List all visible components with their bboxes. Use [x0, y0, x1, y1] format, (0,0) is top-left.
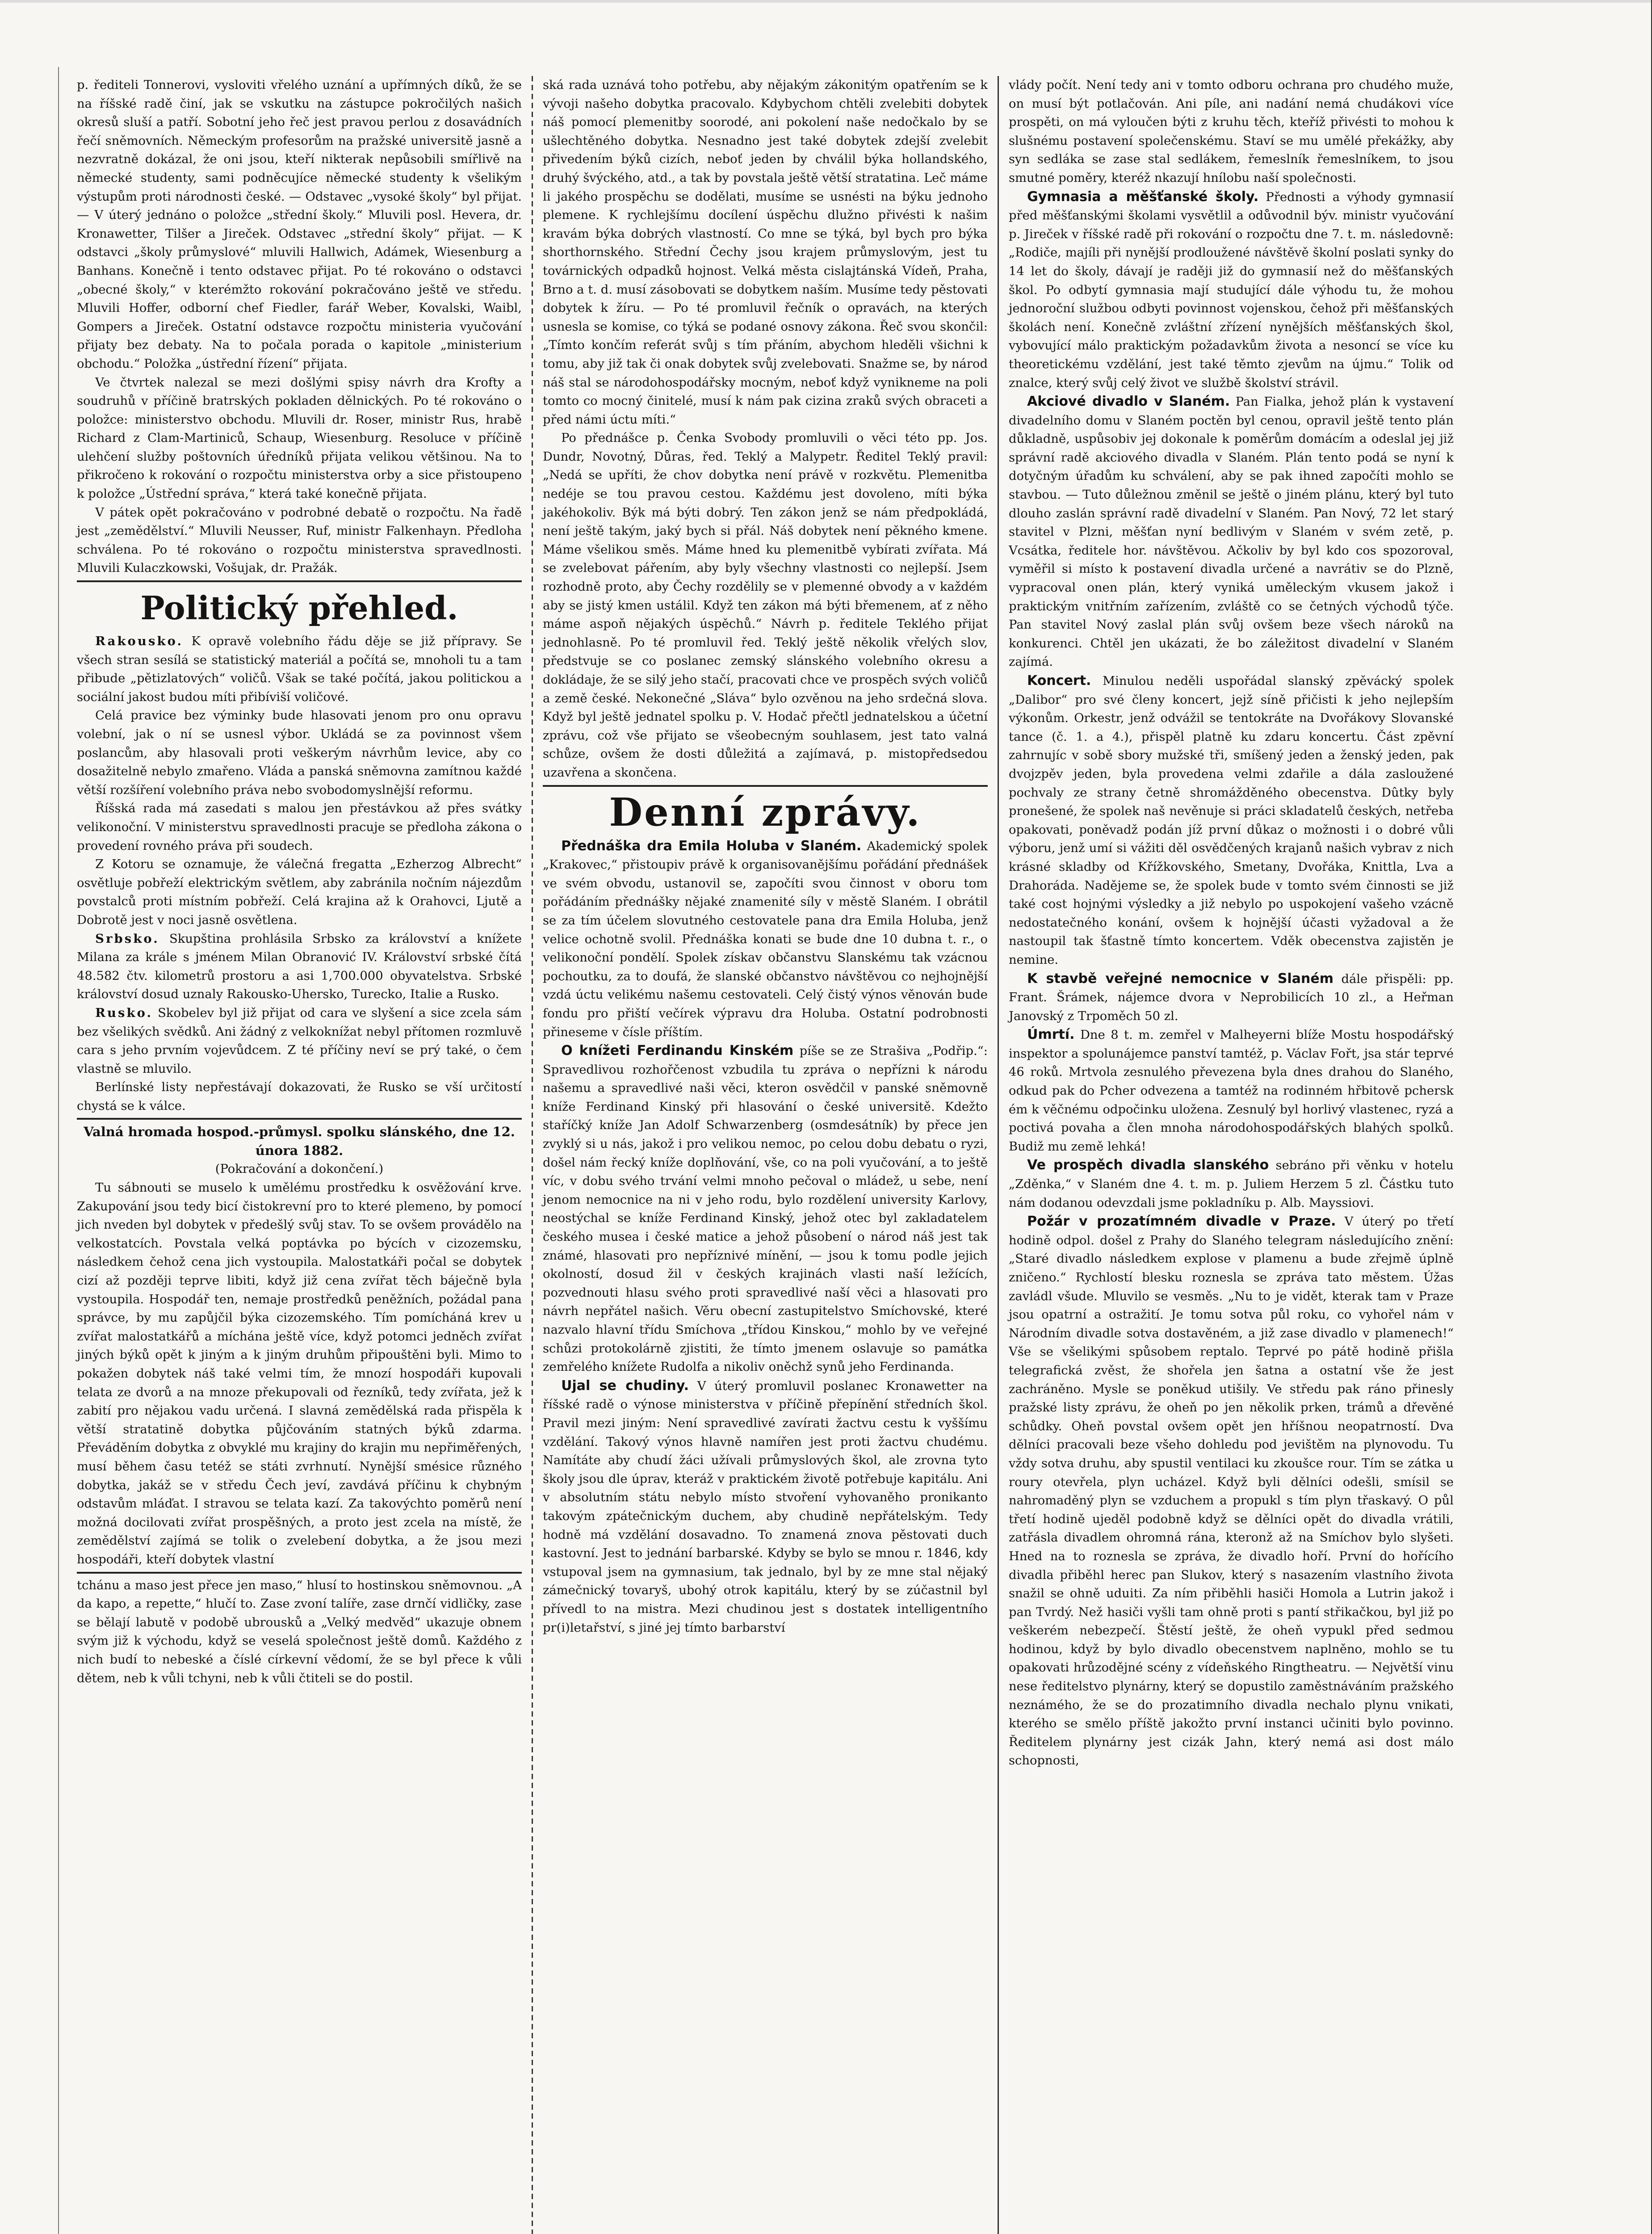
heading-austria: Rakousko. [95, 634, 184, 649]
heading-serbia: Srbsko. [95, 931, 159, 946]
poor-text: V úterý promluvil poslanec Kronawetter na říšské radě o výnose ministerstva v příčině přepínění středních škol. Pravil mezi jiným: Není spravedlivé zavírati žactvu cestu k vyššímu vzdělání. Takový výnos hlavně namířen jest proti žactvu chudému. Namítáte aby chudí žáci užívali průmyslových škol, ale zrovna tyto školy jsou dle úprav, kteráž v praktickém životě potřebuje kapitálu. Ani v absolutním státu nebylo místo stvoření vyhovaněho pronikanto takovým zpátečnickým duchem, aby chudině nepřátelským. Tedy hodně má vzdělání dosavadno. To znamená znova pěstovati duch kastovní. Jest to jednání barbarské. Kdyby se bylo se mnou r. 1846, kdy vstupoval jsem na gymnasium, tak jednalo, byl by ze mne stal nějaký zámečnický tovaryš, ubohý otrok kapitálu, který by se zúčastnil byl přívedl to na mistra. Mezi chudinou jest s dostatek intelligentního pr(i)letařství, s jiné jej tímto barbarství [543, 1379, 988, 1635]
parliament-report-paragraph: p. řediteli Tonnerovi, vysloviti vřelého uznání a upřímných díků, že se na říšské radě činí, jak se vskutku na zástupce pokročilých našich okresů sluší a patří. Sobotní jeho řeč jest pravou perlou z dosavádních řečí sněmovních. Německým profesorům na pražské universitě jasně a nezvratně dokázal, že oni jsou, kteří nikterak nepůsobili smířlivě na německé studenty, sami podněcujíce německé studenty k všelikým výstupům proti národnosti české. — Odstavec „vysoké školy“ byl přijat. — V úterý jednáno o položce „střední školy.“ Mluvili posl. Hevera, dr. Kronawetter, Tilšer a Jireček. Odstavec „střední školy“ přijat. — K odstavci „školy průmyslové“ mluvili Hallwich, Adámek, Wiesenburg a Banhans. Konečně i tento odstavec přijat. Po té rokováno o odstavci „obecné školy,“ v kterémžto rokování pokračováno ještě ve středu. Mluvili Hoffer, odborní chef Fiedler, farář Weber, Kovalski, Waibl, Gompers a Jireček. Ostatní odstavce rozpočtu ministeria vyučování přijaty bez debaty. Na to počala porada o kapitole „ministerium obchodu.“ Položka „ústřední řízení“ přijata. [77, 78, 522, 371]
theatre-fund-text: sebráno při věnku v hotelu „Zděnka,“ v Slaném dne 4. t. m. p. Juliem Herzem 5 zl. Částku tuto nám dodanou odevzdali jsme pokladníku p. Alb. Mayssiovi. [1009, 1159, 1454, 1210]
column-3 [999, 76, 1463, 2234]
meeting-paragraph: Tu sábnouti se muselo k umělému prostředku k osvěžování krve. Zakupování jsou tedy bicí čistokrevní pro to které plemeno, by pomocí jich nveden byl dobytek v předešlý svůj stav. To se ovšem provádělo na velkostatcích. Povstala velká poptávka po býcích v cizozemsku, následkem čehož cena jich vystoupila. Malostatkáři počal se dobytek cizí až později teprve libiti, když již cena zvířat těch báječně byla vystoupila. Hospodář ten, nemaje prostředků peněžních, požádal pana správce, by mu zapůjčil býka cizozemského. Tím pomícháná krev u zvířat malostatkářů a míchána ještě více, když potomci jedněch zvířat jiných býků opět k jiným a k jiným druhům připouštěni byli. Mimo to pokažen dobytek náš také velmi tím, že mnozí hospodáři kupovali telata ze dvorů a na mnoze překupovali od řezníků, tedy zvířata, jež k zabití pro nějakou vadu určená. I slavná zemědělská rada přispěla k větší stratatině dobytka půjčováním statných býků zdarma. Převáděním dobytka z obvyklé mu krajiny do krajin mu nepřiměřených, musí během času tetéž se státi zvrhnutí. Nynější smésice různého dobytka, jakáž se v středu Čech jeví, zavdává příčinu k chybným odstavům mláďat. I stravou se telata kazí. Za takovýchto poměrů není možná docilovati zvířat prospěšných, a proto jest zcela na místě, že zemědělství zajímá se tolik o zvelebení dobytka, a že jsou mezi hospodáři, kteří dobytek vlastní [77, 1181, 522, 1566]
feuilleton-paragraph: tchánu a maso jest přece jen maso,“ hlusí to hostinskou sněmovnou. „A da kapo, a repette,“ hlučí to. Zase zvoní talíře, zase drnčí vidličky, zase se bělají labutě v podobě ubrousků a „Velký medvěd“ ukazuje obnem svým již k východu, když se veselá společnost ještě domů. Každého z nich budí to nebeské a číslé církevní vědomí, že se byl přece k vůli dětem, neb k vůli tchyni, neb k vůli čtiteli se do postil. [77, 1578, 522, 1685]
divider [77, 1572, 522, 1574]
meeting-subtitle: (Pokračování a dokončení.) [215, 1162, 384, 1176]
heading-poor: Ujal se chudiny. [561, 1377, 689, 1394]
meeting-continued-paragraph: ská rada uznává toho potřebu, aby nějakým zákonitým opatřením se k vývoji našeho dobytka pracovalo. Kdybychom chtěli zvelebiti dobytek náš pomocí plemenitby soorodé, ani pokolení naše nedočkalo by se ušlechtěného dobytka. Nesnadno jest také dobytek zdejší zvelebit přivedením býků cizích, neboť jeden by chválil býka hollandského, druhý švýckého, atd., a tak by povstala ještě větší stratatina. Leč máme li jakého prospěchu se dodělati, musíme se usnésti na býku jednoho plemene. K rychlejšímu docílení úspěchu dlužno přivésti k našim kravám býka dobrých vlastností. Co mne se týká, byl bych pro býka shorthornského. Střední Čechy jsou krajem průmyslovým, jest tu továrnických odpadků hojnost. Velká města cislajtánská Vídeň, Praha, Brno a t. d. musí zásobovati se dobytkem naším. Musíme tedy pěstovati dobytek k žíru. — Po té promluvil řečník o opravách, na kterých usnesla se komise, co týká se podané osnovy zákona. Řeč svou skončil: „Tímto končím referát svůj s tím přáním, abychom hleděli všichni k tomu, aby již tak či onak dobytek svůj zvelebovati. Snažme se, by národ náš stal se národohospodářsky mocným, neboť když vynikneme na poli tomto co mocný činitelé, musí k nám pak cizina zraků svých obraceti a před námi úctu míti.“ [543, 78, 988, 427]
kinsky-text: píše se ze Strašiva „Podřip.“: Spravedlivou rozhořčenost vzbudila tu zpráva o nepřízni k národu našemu a spravedlivé naši věci, kteron osvědčil v panské sněmovně kníže Ferdinand Kinský při hlasování o české universitě. Kdežto staříčký kníže Jan Adolf Schwarzenberg (osmdesátník) by přece jen zvyklý si u nás, jakož i pro velikou nemoc, po celou dobu debatu o ryzi, došel nám řecký kníže doplňování, vše, co na poli vyučování, a to ještě víc, v dobu svého trvání velmi mnoho pečoval o mládež, u sebe, není jenom nemocnice na ni v jeho rodu, bylo rozdělení university Karlovy, neostýchal se kníže Ferdinand Kinský, jehož otec byl zakladatelem českého musea i české matice a jehož působení o národ náš jest tak známé, hlasovati pro nepříznivé mínění, — jsou k tomu podle jejich okolností, dosud žil v českých krajinách vlasti naší ležících, pozvednouti hlasu svého proti spravedlivé naší věci a hlasovati pro návrh nepřátel našich. Věru obecní zastupitelstvo Smíchovské, které nazvalo hlavní třídu Smíchova „třídou Kinskou,“ mohlo by ve veřejné schůzi protokolárně zjistiti, že tímto jmenem oslavuje so památka zemřelého knížete Rudolfa a nikoliv oněchž synů jeho Ferdinanda. [543, 1044, 988, 1374]
austria-paragraph: K opravě volebního řádu děje se již přípravy. Se všech stran sesílá se statistický materiál a počítá se, mnoholi tu a tam přibude „pětizlatových“ voličů. Však se také počítá, jakou politickou a sociální jakost budou míti přibíviší voličové. [77, 634, 522, 704]
holub-lecture-text: Akademický spolek „Krakovec,“ přistoupiv právě k organisovanějšímu pořádání přednášek ve svém obvodu, ustanovil se, započíti svou činnost v oboru tom pořádáním přednášky nějaké znamenité síly v městě Slaném. I obrátil se za tím účelem slovutného cestovatele pana dra Emila Holuba, jenž velice ochotně svolil. Přednáška konati se bude dne 10 dubna t. r., o velikonoční pondělí. Spolek získav občanstvu Slanskému tak vzácnou pochoutku, za to doufá, že slanské občanstvo návštěvou co nejhojnější vzdá úctu velikému našemu cestovateli. Celý čistý výnos věnován bude fondu pro přiští večírek výpravu dra Holuba. Ostatní podrobnosti přineseme v čísle příštím. [543, 839, 988, 1039]
heading-theatre: Akciové divadlo v Slaném. [1027, 394, 1230, 410]
column-2 [533, 76, 998, 2234]
heading-kinsky: O knížeti Ferdinandu Kinském [561, 1043, 794, 1059]
death-text: Dne 8 t. m. zemřel v Malheyerni blíže Mostu hospodářský inspektor a spolunájemce panství tamtéž, p. Václav Fořt, jsa stár teprvé 46 roků. Mrtvola zesnulého převezena byla dnes drahou do Slaného, odkud pak do Pcher odvezena a tamtéž na rodinném hřbitově pchersk ém k věčnému odpočinku uložena. Zesnulý byl horlivý vlastenec, ryzá a poctivá povaha a člen mnoha národohospodářských blahých spolků. Budiž mu země lehká! [1009, 1028, 1454, 1154]
section-title-daily-news: Denní zprávy. [543, 785, 988, 835]
column-1 [67, 76, 532, 2234]
heading-theatre-fund: Ve prospěch divadla slanského [1027, 1157, 1269, 1173]
poor-continued-paragraph: vlády počít. Není tedy ani v tomto odboru ochrana pro chudého muže, on musí být potlačován. Ani píle, ani nadání nemá chudákovi více prospěti, on má vyloučen býti z kruhu těch, kteříž přivésti to mohou k slušnému postavení společenskému. Staví se mu umělé překážky, aby syn sedláka se zase stal sedlákem, řemeslník řemeslníkem, to jsou smutné poměry, kteréž nkazují hnílobu naší společnosti. [1009, 78, 1454, 185]
gymnasia-text: Přednosti a výhody gymnasií před měšťanskými školami vysvětlil a odůvodnil býv. ministr vyučování p. Jireček v říšské radě při rokování o rozpočtu dne 7. t. m. následovně: „Rodiče, majíli při nynější prodloužené návštěvě školní poslati synky do 14 let do školy, dávají je raději již do gymnasií než do měšťanských škol. Po odbytí gymnasia mají studující dále výhodu tu, že mohou jednoroční službou odbyti povinnost vojenskou, čehož při měšťanských školách není. Konečně zvláštní zřízení nynějších měšťanských škol, vybovující málo praktickým požadavkům života a nesoncí se více ku theoretickému vzdělání, jest také těmto zjevům na újmu.“ Tolik od znalce, který svůj celý život ve službě školství strávil. [1009, 190, 1454, 390]
theatre-text: Pan Fialka, jehož plán k vystavení divadelního domu v Slaném poctěn byl cenou, opravil ještě tento plán důkladně, uspůsobiv jej dokonale k poměrům domácím a odeslal jej již správní radě akciového divadla v Slaném. Plán tento podá se nyní k dotyčným úřadům ku schválení, aby se pak ihned započíti mohlo se stavbou. — Tuto důležnou změnil se ještě o jiném plánu, který byl tuto dlouho zaslán správní radě divadelní v Slaném. Pan Nový, 72 let starý stavitel v Plzni, měšťan nyní bedlivým v Slaném v svém zetě, p. Vcsátka, ředitele hor. návštěvou. Ačkoliv by byl kdo cos spozoroval, vyměřil si místo k postavení divadla určené a navrátiv se do Plzně, vypracoval onen plán, který vyniká uměleckým vkusem jakož i praktickým vnitřním zařízením, zvláště co se četných východů týče. Pan stavitel Nový zaslal plán svůj ovšem beze všech nároků na konkurenci. Chtěl jen ukázati, že bo záležitost divadelní v Slaném zajímá. [1009, 395, 1454, 669]
meeting-title: Valná hromada hospod.-průmysl. spolku slánského, dne 12. února 1882. [84, 1124, 515, 1159]
serbia-paragraph: Skupština prohlásila Srbsko za království a knížete Milana za krále s jménem Milan Obranović IV. Království srbské čítá 48.582 čtv. kilometrů prostoru a asi 1,700.000 obyvatelstva. Srbské království dosud uznaly Rakousko-Uhersko, Turecko, Italie a Rusko. [77, 932, 522, 1002]
heading-death: Úmrtí. [1027, 1027, 1075, 1043]
kotor-paragraph: Z Kotoru se oznamuje, že válečná fregatta „Ezherzog Albrecht“ osvětluje pobřeží elektrickým světlem, aby zabránila nočním nájezdům povstalců proti místním pobřeží. Celá krajina až k Orahovci, Ljutě a Dobrotě jest v noci jasně osvětlena. [77, 857, 522, 927]
imperial-council-paragraph: Říšská rada má zasedati s malou jen přestávkou až přes svátky velikonoční. V ministerstvu spravedlnosti pracuje se předloha zákona o provedení rovného práva při soudech. [77, 802, 522, 853]
heading-holub-lecture: Přednáška dra Emila Holuba v Slaném. [561, 838, 862, 854]
section-title-politics: Politický přehled. [77, 580, 522, 630]
newspaper-page [67, 76, 1652, 2234]
right-wing-paragraph: Celá pravice bez výminky bude hlasovati jenom pro onu opravu volební, jak o ní se usnesl výbor. Ukládá se za povinnost všem poslancům, aby hlasovali proti veškerým návrhům levice, aby co dosažitelně nebylo zmařeno. Vláda a panská sněmovna zamítnou každé větší rozšíření volebního práva nebo svobodomyslnější reformu. [77, 709, 522, 797]
heading-gymnasia: Gymnasia a měšťanské školy. [1027, 189, 1259, 205]
berlin-papers-paragraph: Berlínské listy nepřestávají dokazovati, že Rusko se vší určitostí chystá se k válce. [77, 1080, 522, 1113]
heading-russia: Rusko. [95, 1005, 153, 1020]
heading-concert: Koncert. [1027, 673, 1091, 689]
russia-paragraph: Skobelev byl již přijat od cara ve slyšení a sice zcela sám bez všelikých svědků. Ani žádný z velkoknížat nebyl přítomen rozmluvě cara s jeho prvním vojevůdcem. Z té příčiny neví se prý také, o čem vlastně se mluvilo. [77, 1006, 522, 1076]
concert-text: Minulou neděli uspořádal slanský zpěvácký spolek „Dalibor“ pro své členy koncert, jejž síně přičisti k jeho nejlepším výkonům. Orkestr, jenž odvážil se tentokráte na Dvořákovy Slovanské tance (č. 1. a 4.), přispěl platně ku zdaru koncertu. Část zpěvní zahrnujíc v sobě sbory mužské tři, smíšený jeden a ženský jeden, pak dvojzpěv jeden, byla provedena velmi zdařile a dála zasloužené pochvaly ze strany četně shromážděného obecenstva. Dûtky byly pronešené, že spolek naš nevěnuje si práci skladatelů českých, netřeba opakovati, poněvadž podán jíž první důkaz o možnosti i o dobré vůli výboru, jenž umí si vážiti děl osvědčených krajanů našich vybrav z nich krásné skladby od Křížkovského, Smetany, Dvořáka, Knittla, Lva a Drahoráda. Nadějeme se, že spolek bude v tomto svém činnosti se již také cost hojnými výsledky a již nebylo po uspokojení vašeho vzácně nedostatečného konání, ovšem k hojnější účasti vyžadoval a že nastoupil tak šťastně tímto koncertem. Vděk obecenstva zajistěn je nemine. [1009, 674, 1454, 967]
heading-fire: Požár v prozatímném divadle v Praze. [1027, 1214, 1336, 1230]
parliament-thursday-paragraph: Ve čtvrtek nalezal se mezi došlými spisy návrh dra Krofty a soudruhů v příčině bratrských pokladen dělnických. Po té rokováno o položce: ministerstvo obchodu. Mluvili dr. Roser, ministr Rus, hrabě Richard z Clam-Martiniců, Schaup, Wiesenburg. Resoluce v příčině ulehčení služby poštovních úředníků přijata velikou většinou. Na to přikročeno k rokování o rozpočtu ministerstva orby a sice přistoupeno k položce „Ústřední správa,“ která také konečně přijata. [77, 375, 522, 501]
divider [77, 1118, 522, 1120]
page-left-edge [58, 67, 59, 2234]
fire-text: V úterý po třetí hodině odpol. došel z Prahy do Slaného telegram následujícího znění: „Staré divadlo následkem explose v plamenu a bude zřejmě úplně zničeno.“ Rychlostí blesku roznesla se zpráva tato městem. Úžas zavládl všude. Mluvilo se vesměs. „Nu to je vidět, kterak tam v Praze jsou opatrní a ostražití. Je tomu sotva půl roku, co vyhořel nám v Národním divadle sotva dostavěném, a již zase divadlo v plamenech!“ Vše se všelikými spůsobem reptalo. Teprvé po pátě hodině přišla telegrafická zvěst, že shořela jen šatna a ostatní vše že jest zachráněno. Mysle se poněkud utišily. Ve středu pak ráno přinesly pražské listy zprávu, že oheň po jen několik prken, trámů a dřevěné schůdky. Oheň povstal ovšem opět jen hříšnou neopatrností. Dva dělníci pracovali beze všeho dohledu pod jevištěm na plynovodu. Tu vždy sotva druhu, aby spustil ventilaci ku zkoušce rour. Tím se zátka u roury otevřela, plyn ucházel. Když byli dělníci odešli, smísil se nahromaděný plyn se vzduchem a propukl s tím plyn třaskavý. O půl třetí hodině ujeděl podobně když se dělníci opět do divadla vrátili, zatřásla divadlem ohromná rána, kteronž až na Smíchov bylo slyšeti. Hned na to roznesla se zpráva, že divadlo hoří. První do hořícího divadla přiběhl herec pan Slukov, který s nasazením vlastního života snažil se ohně uduiti. Za ním přiběhli hasiči Homola a Lutrin jakož i pan Tvrdý. Než hasiči vyšli tam ohně proti s pantí střikačkou, byl již po veškerém nebezpečí. Štěstí ještě, že oheň vypukl před sedmou hodinou, když by bylo divadlo obecenstvem naplněno, mohlo se tu opakovati hrůzodějné scény z vídeňského Ringtheatru. — Největší vinu nese ředitelstvo plynárny, který se dopustilo zaměstnáváním pražského neznámého, že se do prozatimního divadla nechalo plynu vnikati, kterého se smělo příště jakožto první instanci učiniti bylo povinno. Ředitelem plynárny jest cizák Jahn, který nemá asi dost málo schopnosti, [1009, 1215, 1454, 1768]
heading-hospital: K stavbě veřejné nemocnice v Slaném [1027, 970, 1334, 987]
meeting-discussion-paragraph: Po přednášce p. Čenka Svobody promluvili o věci této pp. Jos. Dundr, Novotný, Důras, řed. Teklý a Malypetr. Ředitel Teklý pravil: „Nedá se upříti, že chov dobytka není právě v rozkvětu. Plemenitba nedéje se tou pravou cestou. Každému jest dovoleno, míti býka jakéhokoliv. Býk má býti dobrý. Ten zákon jenž se nám předpokládá, není ještě takým, jaký bych si přál. Náš dobytek není pěkného kmene. Máme všelikou směs. Máme hned ku plemenitbě vybírati zvířata. Má se zvelebovat pářením, aby byly všechny vlastnosti co nejlepší. Jsem rozhodně proto, aby Čechy rozdělily se v plemenné obvody a v každém aby se jistý kmen ustálil. Když ten zákon má býti břemenem, ať z něho máme aspoň nějakých úspěchů.“ Návrh p. ředitele Teklého přijat jednohlasně. Po té promluvil řed. Teklý ještě několik vřelých slov, předstvuje se co poslanec zemský slánského volebního okresu a dokládaje, že se silý jeho stačí, pracovati chce ve prospěch svých voličů a země české. Nekonečné „Sláva“ bylo ozvěnou na jeho srdečná slova. Když byl ještě jednatel spolku p. V. Hodač přečtl jednatelskou a účetní zprávu, což vše přijato se všeobecným souhlasem, jest tato valná schůze, ovšem že dosti důležitá a zajímavá, p. mistopředsedou uzavřena a skončena. [543, 431, 988, 780]
parliament-friday-paragraph: V pátek opět pokračováno v podrobné debatě o rozpočtu. Na řadě jest „zemědělství.“ Mluvili Neusser, Ruf, ministr Falkenhayn. Předloha schválena. Po té rokováno o rozpočtu ministerstva spravedlnosti. Mluvili Kulaczkowski, Vošujak, dr. Pražák. [77, 505, 522, 575]
scan-top-edge [0, 0, 1652, 3]
hospital-text: dále přispěli: pp. Frant. Šrámek, nájemce dvora v Neprobilicích 10 zl., a Heřman Janovský z Trpoměch 50 zl. [1009, 972, 1454, 1023]
